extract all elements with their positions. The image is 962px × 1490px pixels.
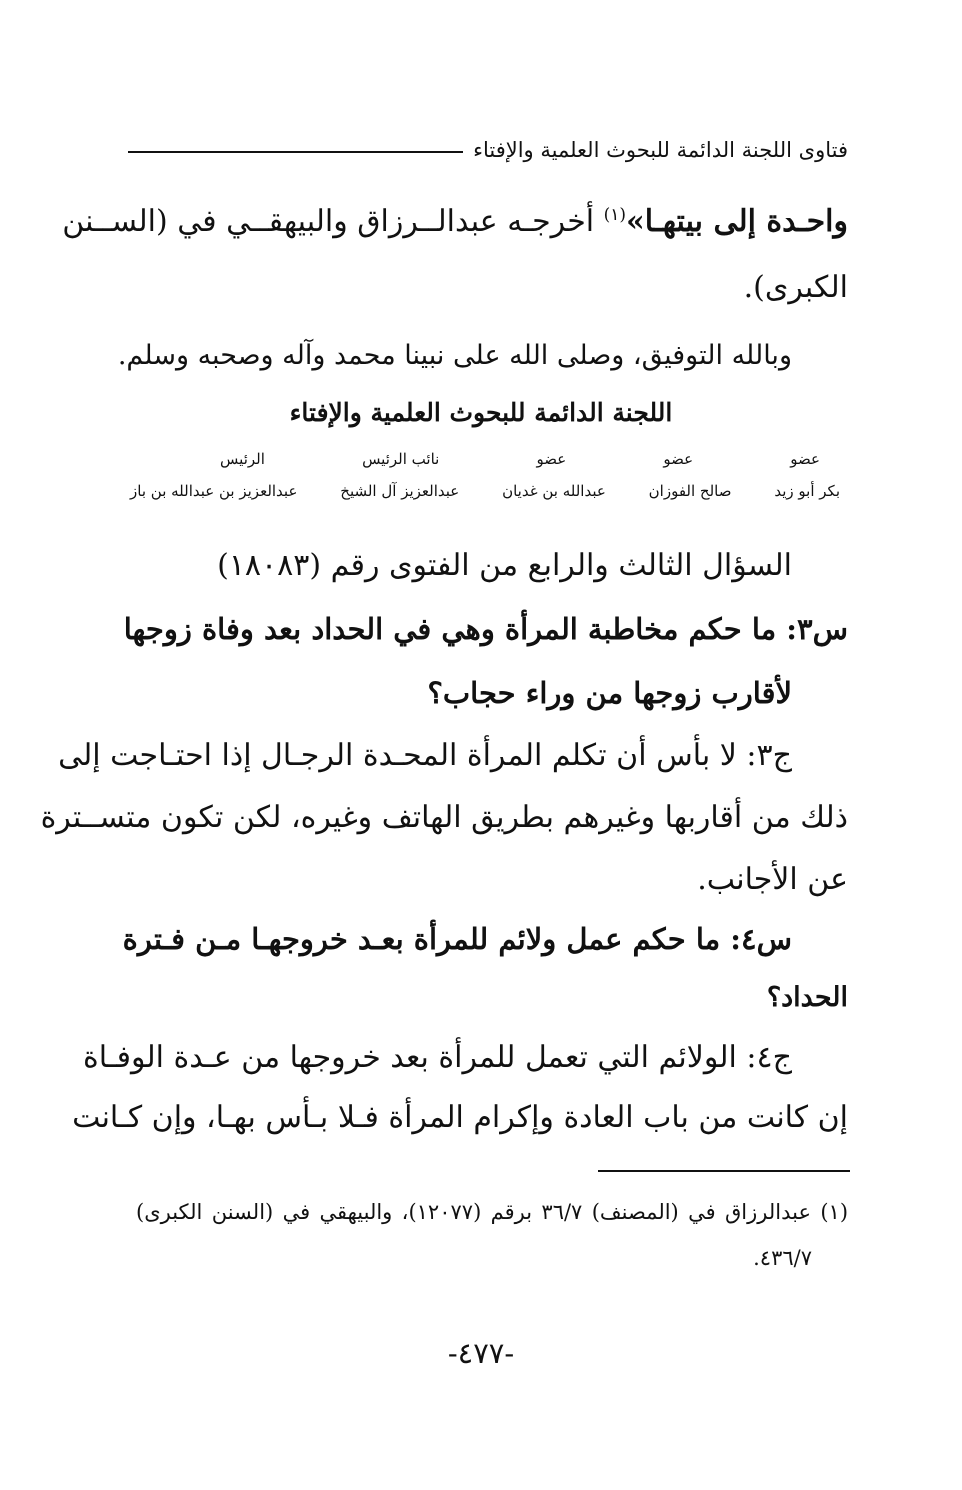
member-title: نائب الرئيس <box>362 450 440 468</box>
body-line-1 <box>62 204 848 239</box>
fatwa-heading: السؤال الثالث والرابع من الفتوى رقم (١٨٠٨٣) <box>217 548 792 583</box>
committee-title: اللجنة الدائمة للبحوث العلمية والإفتاء <box>289 398 673 427</box>
running-header <box>128 138 848 162</box>
footnote-marker: (١) <box>603 205 627 225</box>
answer-4-line-1: ج٤: الولائم التي تعمل للمرأة بعد خروجها من عـدة الوفـاة <box>83 1040 792 1075</box>
answer-4-line-2: إن كانت من باب العادة وإكرام المرأة فـلا بـأس بهـا، وإن كـانت <box>72 1100 848 1135</box>
question-3-line-1: س٣: ما حكم مخاطبة المرأة وهي في الحداد بعد وفاة زوجها <box>123 612 848 646</box>
answer-3-line-3: عن الأجانب. <box>697 862 848 897</box>
closing-prayer: وبالله التوفيق، وصلى الله على نبينا محمد وآله وصحبه وسلم. <box>117 340 792 371</box>
member-title: الرئيس <box>220 450 265 468</box>
question-3-line-2: لأقارب زوجها من وراء حجاب؟ <box>427 676 792 710</box>
answer-3-line-1: ج٣: لا بأس أن تكلم المرأة المحـدة الرجـال إذا احتـاجت إلى <box>58 738 792 773</box>
footnote-rule <box>598 1170 850 1172</box>
footnote-line-1: (١) عبدالرزاق في (المصنف) ٣٦/٧ برقم (١٢٠٧٧)، والبيهقي في (السنن الكبرى) <box>136 1200 849 1224</box>
footnote-line-2: ٤٣٦/٧. <box>753 1246 812 1270</box>
member-titles-row <box>130 450 840 468</box>
question-4-line-2: الحداد؟ <box>766 982 848 1013</box>
member-title: عضو <box>663 450 694 468</box>
committee-members <box>130 450 840 500</box>
member-title: عضو <box>536 450 567 468</box>
member-name: عبدالعزيز بن عبدالله بن باز <box>130 482 298 500</box>
body-line-2: الكبرى). <box>743 270 848 305</box>
header-rule <box>128 151 463 153</box>
header-title: فتاوى اللجنة الدائمة للبحوث العلمية والإفتاء <box>473 138 848 162</box>
member-name: بكر أبو زيد <box>774 482 840 500</box>
member-name: عبدالعزيز آل الشيخ <box>340 482 460 500</box>
answer-3-line-2: ذلك من أقاربها وغيرهم بطريق الهاتف وغيره، لكن تكون متســترة <box>40 800 848 835</box>
citation-text: أخرجـه عبدالــرزاق والبيهقــي في (الســنن <box>62 204 604 239</box>
page-number: -٤٧٧- <box>447 1336 515 1370</box>
member-name: عبدالله بن غديان <box>502 482 606 500</box>
member-name: صالح الفوزان <box>648 482 732 500</box>
quote-end-bold: واحـدة إلى بيتهـا» <box>626 204 848 239</box>
question-4-line-1: س٤: ما حكم عمل ولائم للمرأة بعـد خروجهـا مـن فـترة <box>122 922 792 956</box>
member-title: عضو <box>790 450 820 468</box>
member-names-row <box>130 482 840 500</box>
